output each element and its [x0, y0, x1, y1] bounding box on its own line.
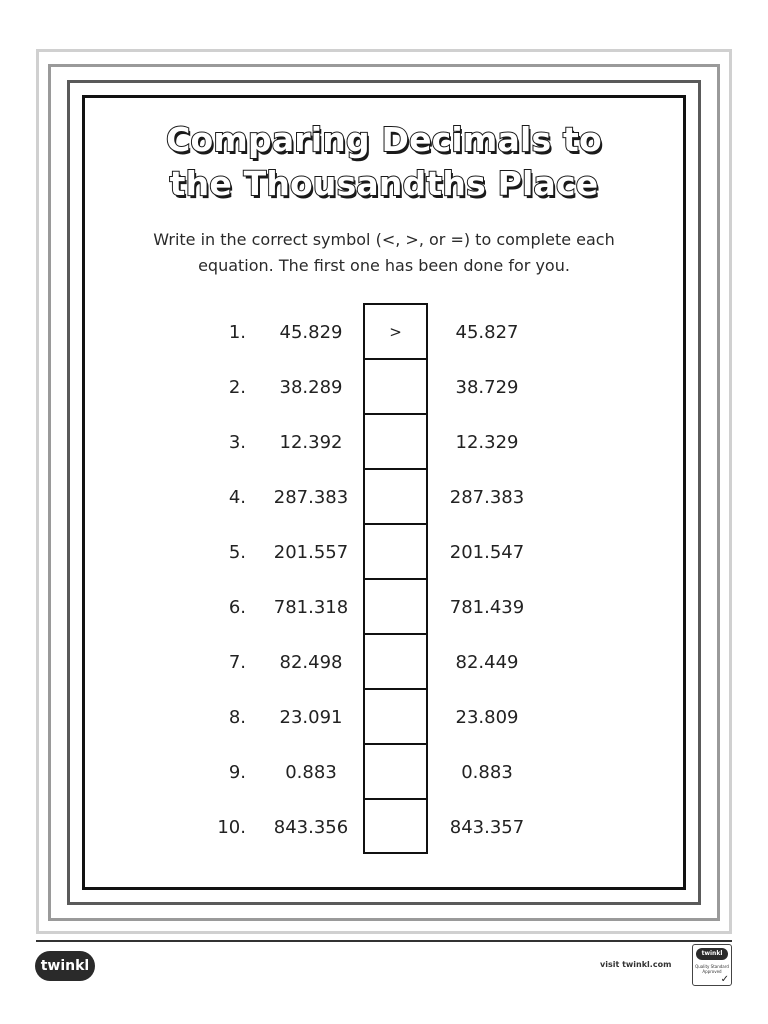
left-value: 38.289 [279, 377, 343, 398]
answer-box[interactable] [363, 415, 428, 470]
right-value: 201.547 [449, 542, 525, 563]
answer-box[interactable] [363, 470, 428, 525]
quality-badge [692, 944, 732, 986]
instructions [120, 227, 648, 279]
badge-brand: twinkl [696, 948, 728, 960]
answer-box[interactable] [363, 800, 428, 855]
right-value: 0.883 [461, 762, 513, 783]
footer-divider [36, 940, 732, 942]
problem-number: 5. [228, 542, 246, 563]
problem-row [0, 415, 768, 470]
problem-number: 9. [228, 762, 246, 783]
title-line-2: the Thousandths Place [169, 164, 599, 203]
problem-row [0, 635, 768, 690]
answer-box[interactable] [363, 360, 428, 415]
right-value: 843.357 [449, 817, 525, 838]
right-value: 82.449 [455, 652, 519, 673]
problem-number: 8. [228, 707, 246, 728]
left-value: 287.383 [273, 487, 349, 508]
answer-box[interactable] [363, 635, 428, 690]
badge-text: Quality Standard Approved [695, 964, 729, 974]
visit-link[interactable]: visit twinkl.com [600, 960, 672, 969]
problem-number: 10. [217, 817, 246, 838]
right-value: 38.729 [455, 377, 519, 398]
problem-row [0, 305, 768, 360]
left-value: 843.356 [273, 817, 349, 838]
left-value: 781.318 [273, 597, 349, 618]
left-value: 12.392 [279, 432, 343, 453]
problem-number: 2. [228, 377, 246, 398]
instructions-line-2: equation. The first one has been done for you. [198, 256, 570, 275]
answer-box[interactable] [363, 580, 428, 635]
twinkl-logo[interactable]: twinkl [35, 951, 95, 981]
problem-number: 7. [228, 652, 246, 673]
problem-row [0, 690, 768, 745]
answer-box[interactable] [363, 690, 428, 745]
problem-number: 6. [228, 597, 246, 618]
problem-row [0, 745, 768, 800]
left-value: 201.557 [273, 542, 349, 563]
checkmark-icon: ✓ [720, 974, 729, 985]
answer-box[interactable] [363, 745, 428, 800]
answer-box[interactable] [363, 525, 428, 580]
problem-number: 3. [228, 432, 246, 453]
problem-row [0, 580, 768, 635]
answer-box[interactable]: > [363, 305, 428, 360]
instructions-line-1: Write in the correct symbol (<, >, or =) to complete each [153, 230, 615, 249]
problem-number: 4. [228, 487, 246, 508]
right-value: 781.439 [449, 597, 525, 618]
left-value: 45.829 [279, 322, 343, 343]
left-value: 0.883 [285, 762, 337, 783]
problem-row [0, 800, 768, 855]
problem-row [0, 470, 768, 525]
right-value: 287.383 [449, 487, 525, 508]
worksheet-title [100, 118, 668, 206]
problem-number: 1. [228, 322, 246, 343]
right-value: 45.827 [455, 322, 519, 343]
right-value: 12.329 [455, 432, 519, 453]
left-value: 82.498 [279, 652, 343, 673]
problem-row [0, 525, 768, 580]
right-value: 23.809 [455, 707, 519, 728]
title-line-1: Comparing Decimals to [166, 120, 602, 159]
problem-row [0, 360, 768, 415]
left-value: 23.091 [279, 707, 343, 728]
